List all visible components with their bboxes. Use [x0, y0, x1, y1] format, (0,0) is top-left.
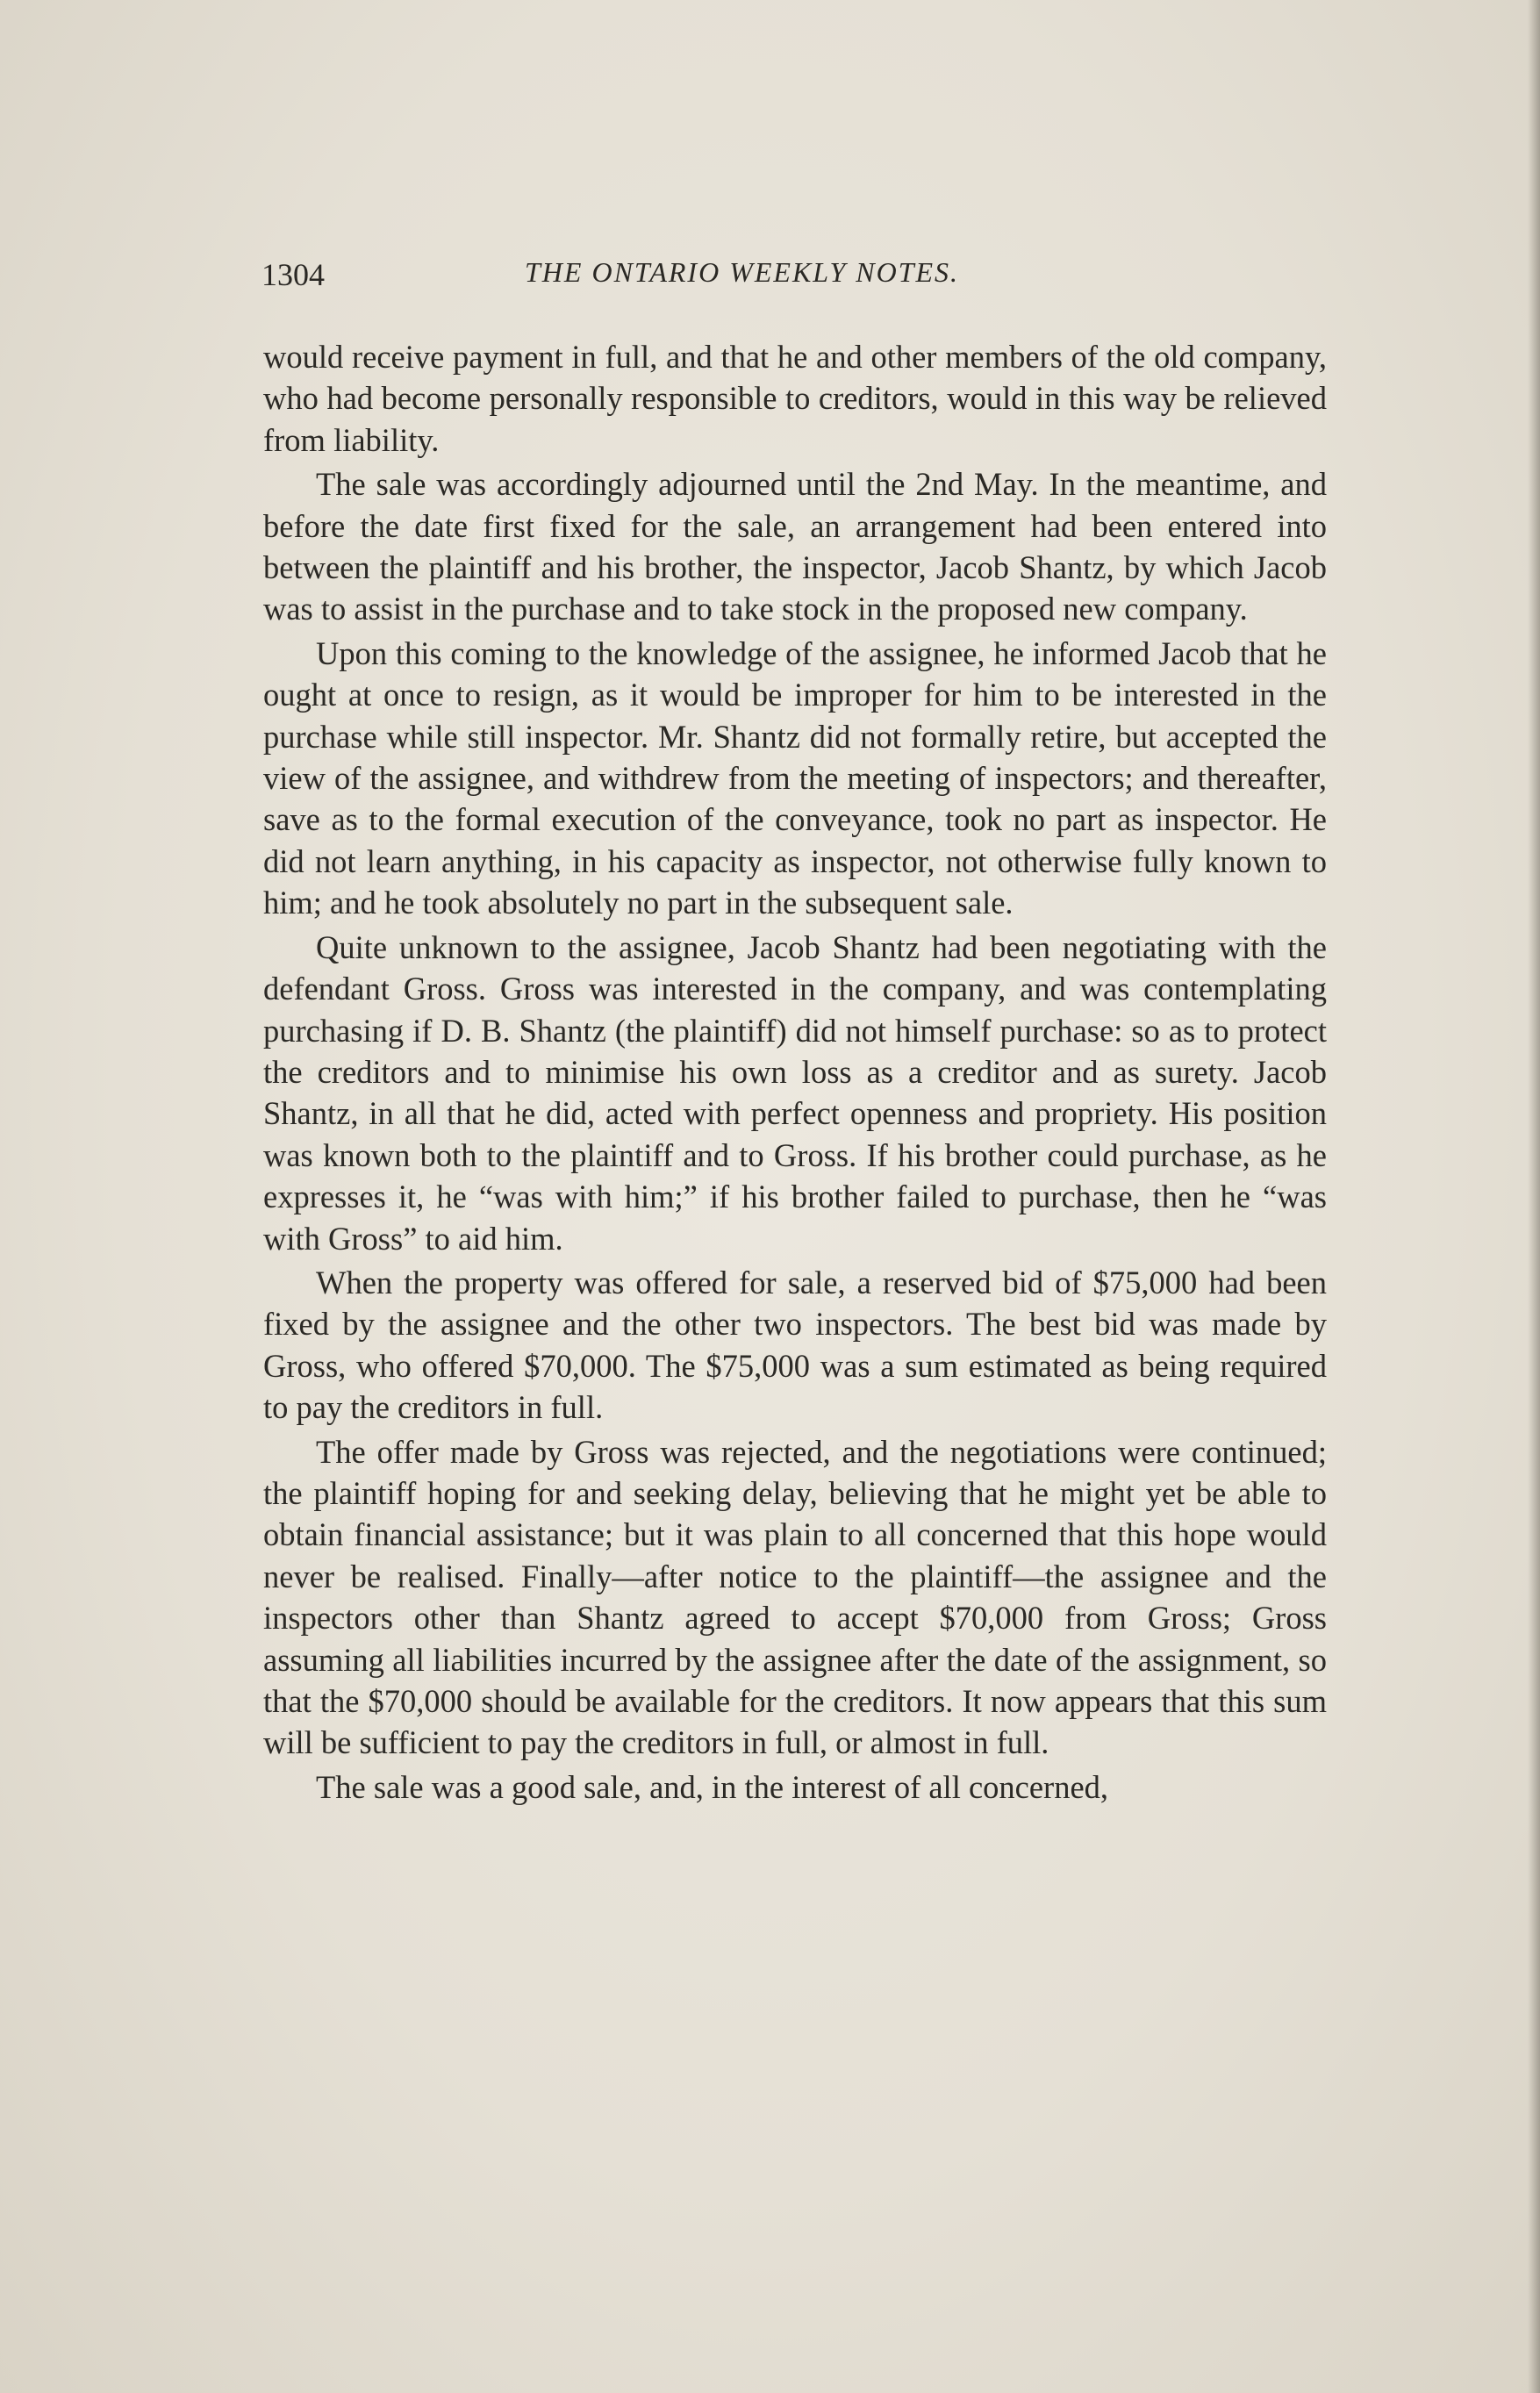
paragraph-4: Quite unknown to the assignee, Jacob Shantz had been negotiating with the defendant Gross. Gross was interested in the company, and was contemplating purchasing if D. B. Shantz (the plaintiff) did not himself purchase: so as to protect the creditors and to minimise his own loss as a creditor and as surety. Jacob Shantz, in all that he did, acted with perfect openness and propriety. His position was known both to the plaintiff and to Gross. If his brother could purchase, as he expresses it, he “was with him;” if his brother failed to purchase, then he “was with Gross” to aid him.	[263, 928, 1327, 1257]
paragraph-5: When the property was offered for sale, a reserved bid of $75,000 had been fixed by the assignee and the other two inspectors. The best bid was made by Gross, who offered $70,000. The $75,000 was a sum estimated as being required to pay the creditors in full.	[263, 1264, 1327, 1426]
running-head	[261, 256, 1330, 300]
paragraph-7: The sale was a good sale, and, in the interest of all concerned,	[316, 1768, 1109, 1805]
paragraph-6: The offer made by Gross was rejected, and the negotiations were continued; the plaintiff hoping for and seeking delay, believing that he might yet be able to obtain financial assistance; but it was plain to all concerned that this hope would never be realised. Finally—after notice to the plaintiff—the assignee and the inspectors other than Shantz agreed to accept $70,000 from Gross; Gross assuming all liabilities incurred by the assignee after the date of the assignment, so that the $70,000 should be available for the creditors. It now appears that this sum will be sufficient to pay the creditors in full, or almost in full.	[263, 1433, 1327, 1761]
journal-title: THE ONTARIO WEEKLY NOTES.	[525, 256, 960, 288]
paragraph-2: The sale was accordingly adjourned until the 2nd May. In the meantime, and before the date first fixed for the sale, an arrangement had been entered into between the plaintiff and his brother, the inspector, Jacob Shantz, by which Jacob was to assist in the purchase and to take stock in the proposed new company.	[263, 466, 1327, 627]
page-number: 1304	[261, 257, 325, 292]
paragraph-1: would receive payment in full, and that he and other members of the old company, who had become personally responsible to creditors, would in this way be relieved from liability.	[263, 339, 1327, 458]
body-text	[263, 336, 1327, 1810]
paragraph-3: Upon this coming to the knowledge of the assignee, he informed Jacob that he ought at once to resign, as it would be improper for him to be interested in the purchase while still inspector. Mr. Shantz did not formally retire, but accepted the view of the assignee, and withdrew from the meeting of inspectors; and thereafter, save as to the formal execution of the conveyance, took no part as inspector. He did not learn anything, in his capacity as inspector, not otherwise fully known to him; and he took absolutely no part in the subsequent sale.	[263, 634, 1327, 921]
page-edge-shadow	[1528, 0, 1540, 2393]
